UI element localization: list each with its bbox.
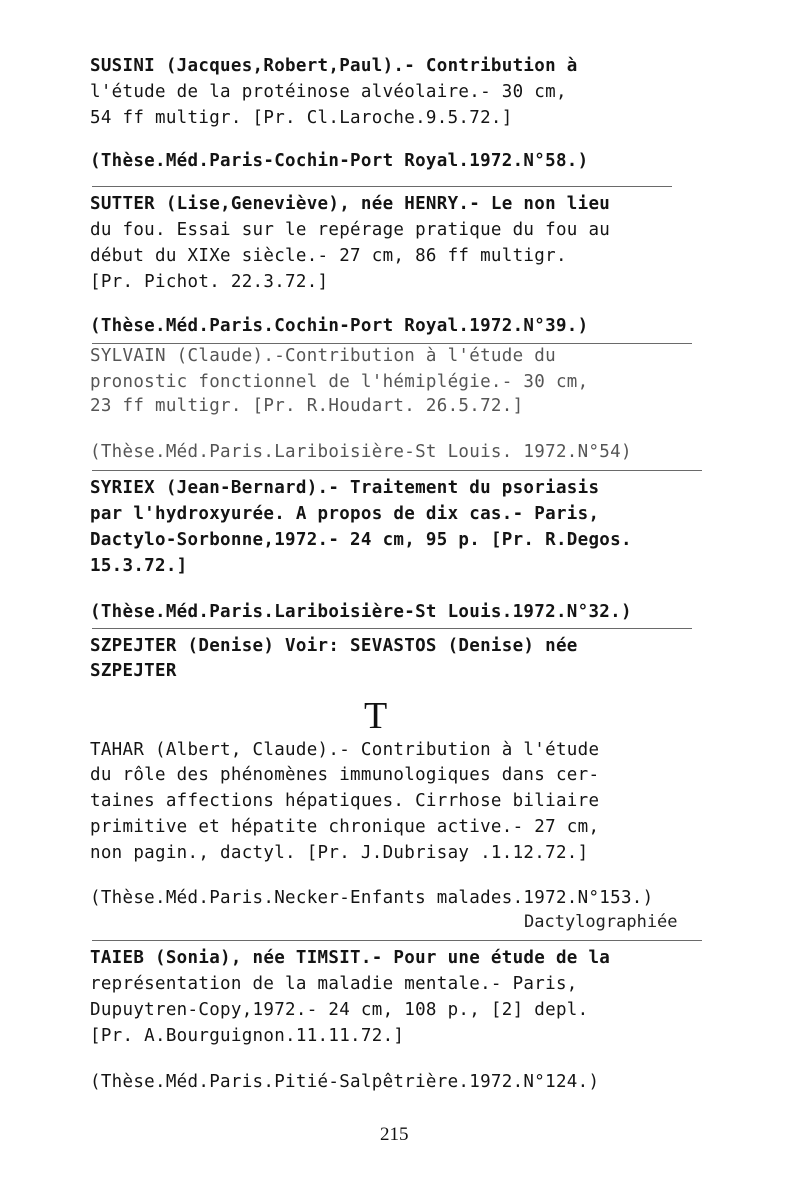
- entry-sutter-these: (Thèse.Méd.Paris.Cochin-Port Royal.1972.N°39.): [90, 316, 589, 336]
- entry-tahar-line-3: taines affections hépatiques. Cirrhose biliaire: [90, 791, 600, 811]
- entry-tahar-line-5: non pagin., dactyl. [Pr. J.Dubrisay .1.12.72.]: [90, 843, 589, 863]
- entry-tahar-line-1: TAHAR (Albert, Claude).- Contribution à l'étude: [90, 740, 600, 760]
- entry-tahar-line-2: du rôle des phénomènes immunologiques dans cer-: [90, 765, 600, 785]
- entry-sylvain-these: (Thèse.Méd.Paris.Lariboisière-St Louis. 1972.N°54): [90, 442, 632, 462]
- entry-susini-these: (Thèse.Méd.Paris-Cochin-Port Royal.1972.N°58.): [90, 151, 589, 171]
- separator-rule: [92, 628, 692, 629]
- entry-syriex-line-4: 15.3.72.]: [90, 556, 188, 576]
- entry-susini-line-3: 54 ff multigr. [Pr. Cl.Laroche.9.5.72.]: [90, 108, 513, 128]
- entry-susini-line-1: SUSINI (Jacques,Robert,Paul).- Contribution à: [90, 56, 578, 76]
- separator-rule: [92, 186, 672, 187]
- entry-sutter-line-1: SUTTER (Lise,Geneviève), née HENRY.- Le non lieu: [90, 194, 611, 214]
- entry-taieb-these: (Thèse.Méd.Paris.Pitié-Salpêtrière.1972.N°124.): [90, 1072, 600, 1092]
- entry-sylvain-line-2: pronostic fonctionnel de l'hémiplégie.- 30 cm,: [90, 372, 589, 392]
- separator-rule: [92, 470, 702, 471]
- separator-rule: [92, 343, 692, 344]
- entry-susini-line-2: l'étude de la protéinose alvéolaire.- 30 cm,: [90, 82, 567, 102]
- section-letter: T: [364, 695, 388, 737]
- entry-taieb-line-1: TAIEB (Sonia), née TIMSIT.- Pour une étude de la: [90, 948, 611, 968]
- entry-taieb-line-3: Dupuytren-Copy,1972.- 24 cm, 108 p., [2] depl.: [90, 1000, 589, 1020]
- entry-tahar-these: (Thèse.Méd.Paris.Necker-Enfants malades.1972.N°153.): [90, 888, 654, 908]
- entry-sylvain-line-1: SYLVAIN (Claude).-Contribution à l'étude du: [90, 346, 556, 366]
- separator-rule: [92, 940, 702, 941]
- entry-taieb-line-4: [Pr. A.Bourguignon.11.11.72.]: [90, 1026, 405, 1046]
- entry-sylvain-line-3: 23 ff multigr. [Pr. R.Houdart. 26.5.72.]: [90, 396, 524, 416]
- entry-tahar-line-4: primitive et hépatite chronique active.- 27 cm,: [90, 817, 600, 837]
- entry-syriex-line-1: SYRIEX (Jean-Bernard).- Traitement du psoriasis: [90, 478, 600, 498]
- entry-syriex-line-3: Dactylo-Sorbonne,1972.- 24 cm, 95 p. [Pr. R.Degos.: [90, 530, 632, 550]
- entry-szpejter-line-2: SZPEJTER: [90, 661, 177, 681]
- entry-szpejter-line-1: SZPEJTER (Denise) Voir: SEVASTOS (Denise) née: [90, 636, 578, 656]
- entry-syriex-line-2: par l'hydroxyurée. A propos de dix cas.- Paris,: [90, 504, 600, 524]
- entry-tahar-note: Dactylographiée: [524, 912, 678, 932]
- page-number: 215: [380, 1124, 409, 1145]
- entry-taieb-line-2: représentation de la maladie mentale.- Paris,: [90, 974, 578, 994]
- entry-syriex-these: (Thèse.Méd.Paris.Lariboisière-St Louis.1972.N°32.): [90, 602, 632, 622]
- entry-sutter-line-4: [Pr. Pichot. 22.3.72.]: [90, 272, 329, 292]
- entry-sutter-line-3: début du XIXe siècle.- 27 cm, 86 ff multigr.: [90, 246, 567, 266]
- entry-sutter-line-2: du fou. Essai sur le repérage pratique du fou au: [90, 220, 611, 240]
